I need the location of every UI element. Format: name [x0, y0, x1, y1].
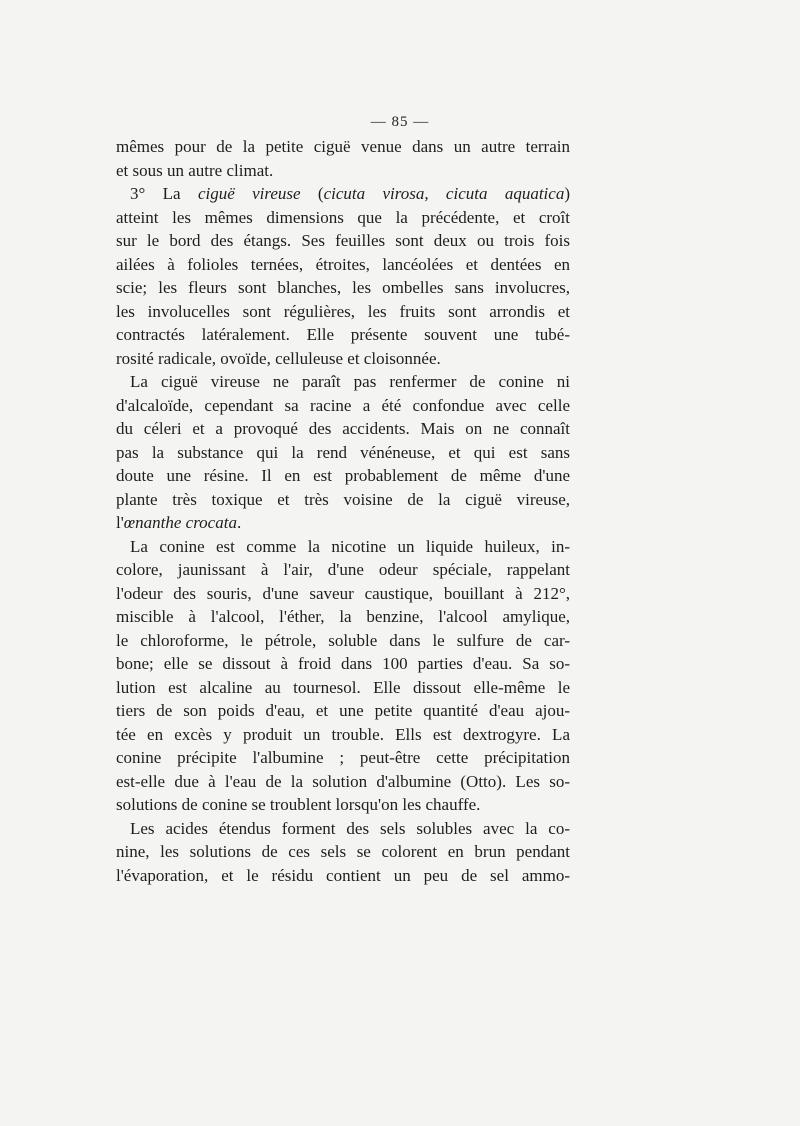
text-line: lution est alcaline au tournesol. Elle dissout elle-même le: [116, 677, 570, 697]
text-line: atteint les mêmes dimensions que la précédente, et croît: [116, 207, 570, 227]
text-line: bone; elle se dissout à froid dans 100 parties d'eau. Sa so-: [116, 654, 570, 673]
text-line: solutions de conine se troublent lorsqu'on les chauffe.: [116, 795, 481, 814]
text-line: scie; les fleurs sont blanches, les ombelles sans involucres,: [116, 278, 570, 297]
text-line: pas la substance qui la rend vénéneuse, et qui est sans: [116, 442, 570, 462]
text-line: colore, jaunissant à l'air, d'une odeur spéciale, rappelant: [116, 560, 570, 579]
text-line: les involucelles sont régulières, les fruits sont arrondis et: [116, 301, 570, 321]
text-line: nine, les solutions de ces sels se colorent en brun pendant: [116, 842, 570, 861]
italic-term: ciguë vireuse: [197, 184, 301, 203]
text-line: est-elle due à l'eau de la solution d'albumine (Otto). Les so-: [116, 771, 570, 791]
text-line: sur le bord des étangs. Ses feuilles sont deux ou trois fois: [116, 231, 570, 250]
text-line: contractés latéralement. Elle présente souvent une tubé-: [116, 325, 570, 344]
page-number: — 85 —: [370, 114, 430, 130]
text-line: rosité radicale, ovoïde, celluleuse et cloisonnée.: [116, 348, 441, 368]
text-line: plante très toxique et très voisine de la ciguë vireuse,: [116, 489, 570, 509]
text-line: du céleri et a provoqué des accidents. Mais on ne connaît: [116, 419, 570, 438]
text-line: ailées à folioles ternées, étroites, lancéolées et dentées en: [116, 254, 570, 274]
body-text: [116, 135, 570, 887]
text-line: mêmes pour de la petite ciguë venue dans un autre terrain: [116, 137, 570, 156]
text-segment: (: [300, 184, 324, 203]
text-line: tée en excès y produit un trouble. Ells est dextrogyre. La: [116, 724, 570, 744]
text-line: l'odeur des souris, d'une saveur caustique, bouillant à 212°,: [116, 583, 570, 603]
text-line: l'évaporation, et le résidu contient un peu de sel ammo-: [116, 865, 570, 885]
text-segment: 3° La: [130, 184, 198, 203]
text-line: La conine est comme la nicotine un liquide huileux, in-: [130, 536, 570, 556]
text-line: [116, 511, 570, 535]
text-line: conine précipite l'albumine ; peut-être cette précipitation: [116, 748, 570, 767]
text-line: d'alcaloïde, cependant sa racine a été confondue avec celle: [116, 395, 570, 415]
text-line: et sous un autre climat.: [116, 160, 274, 180]
text-line: Les acides étendus forment des sels solubles avec la co-: [130, 818, 570, 838]
italic-term: cicuta virosa, cicuta aquatica: [323, 184, 565, 203]
text-line: [116, 182, 570, 206]
text-segment: .: [236, 513, 242, 532]
text-line: doute une résine. Il en est probablement de même d'une: [116, 466, 570, 485]
text-segment: l': [116, 513, 124, 532]
text-line: tiers de son poids d'eau, et une petite quantité d'eau ajou-: [116, 701, 570, 720]
text-line: La ciguë vireuse ne paraît pas renfermer de conine ni: [130, 372, 570, 391]
text-line: miscible à l'alcool, l'éther, la benzine, l'alcool amylique,: [116, 607, 570, 626]
italic-term: œnanthe crocata: [123, 513, 237, 532]
text-segment: ): [564, 184, 570, 203]
text-line: le chloroforme, le pétrole, soluble dans le sulfure de car-: [116, 630, 570, 650]
